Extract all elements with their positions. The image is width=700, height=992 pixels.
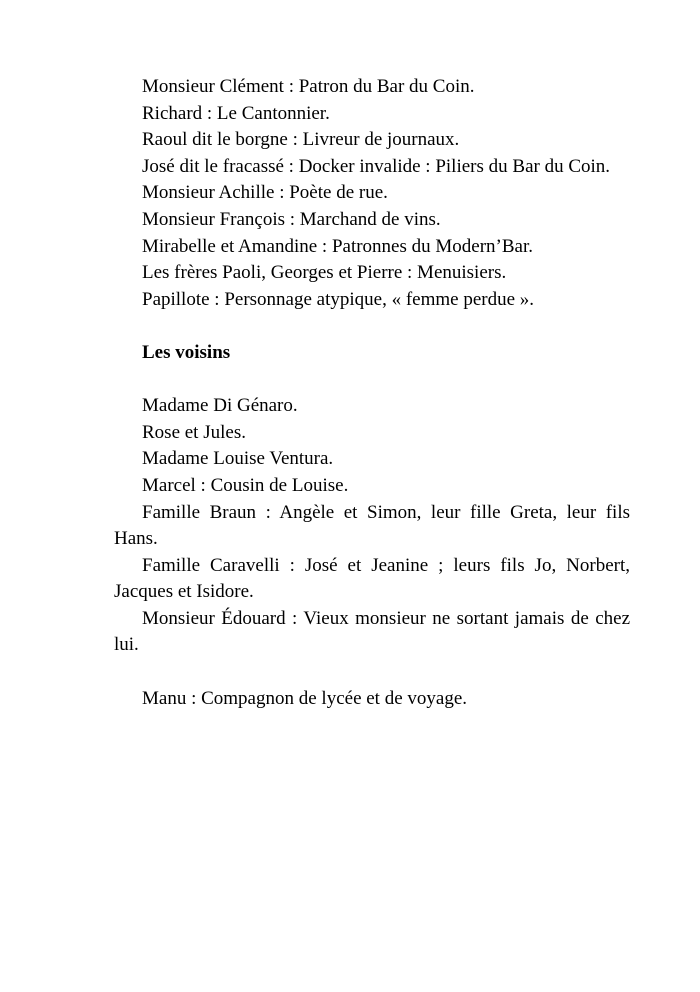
spacer [114,313,630,340]
neighbor-line: Marcel : Cousin de Louise. [142,474,349,496]
character-line: Richard : Le Cantonnier. [142,102,330,124]
neighbor-line: Madame Di Génaro. [142,395,298,417]
neighbor-line: Madame Louise Ventura. [142,448,334,470]
neighbor-line: Rose et Jules. [142,421,246,443]
neighbor-line: Famille Caravelli : José et Jeanine ; leurs fils Jo, Norbert, Jacques et Isidore. [114,554,630,603]
character-line: Monsieur Clément : Patron du Bar du Coin. [142,76,475,97]
character-line: Les frères Paoli, Georges et Pierre : Menuisiers. [142,262,507,284]
companion-line: Manu : Compagnon de lycée et de voyage. [142,687,468,709]
character-line: Raoul dit le borgne : Livreur de journaux. [142,129,460,151]
character-line: Monsieur François : Marchand de vins. [142,208,441,230]
neighbor-line: Famille Braun : Angèle et Simon, leur fille Greta, leur fils Hans. [114,501,630,550]
character-line: Monsieur Achille : Poète de rue. [142,182,388,204]
neighbor-line: Monsieur Édouard : Vieux monsieur ne sortant jamais de chez lui. [114,607,630,656]
section-heading: Les voisins [142,341,231,363]
spacer [114,659,630,686]
spacer [114,367,630,394]
document-body [114,74,630,712]
character-line: José dit le fracassé : Docker invalide : Piliers du Bar du Coin. [142,155,611,177]
character-line: Mirabelle et Amandine : Patronnes du Modern’Bar. [142,235,533,257]
character-line: Papillote : Personnage atypique, « femme perdue ». [142,288,535,310]
